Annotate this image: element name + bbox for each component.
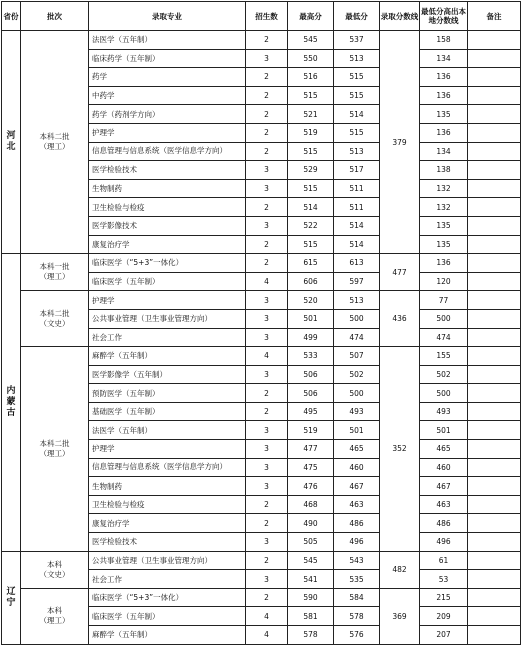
note-cell [468, 384, 521, 403]
above-line-cell: 155 [420, 347, 468, 366]
max-score-cell: 581 [288, 607, 334, 626]
major-cell: 公共事业管理（卫生事业管理方向） [89, 551, 246, 570]
min-score-cell: 584 [334, 588, 380, 607]
note-cell [468, 161, 521, 180]
major-cell: 公共事业管理（卫生事业管理方向） [89, 309, 246, 328]
major-cell: 康复治疗学 [89, 235, 246, 254]
major-cell: 临床医学（五年制） [89, 272, 246, 291]
plan-count-cell: 3 [246, 570, 288, 589]
note-cell [468, 235, 521, 254]
plan-count-cell: 3 [246, 440, 288, 459]
major-cell: 临床医学（“5+3”一体化） [89, 588, 246, 607]
plan-count-cell: 3 [246, 216, 288, 235]
note-cell [468, 440, 521, 459]
batch-cell [21, 31, 89, 254]
max-score-cell: 506 [288, 365, 334, 384]
min-score-cell: 511 [334, 179, 380, 198]
plan-count-cell: 3 [246, 533, 288, 552]
above-line-cell: 135 [420, 235, 468, 254]
note-cell [468, 198, 521, 217]
batch-label: 本科 （理工） [39, 606, 70, 626]
min-score-cell: 513 [334, 49, 380, 68]
above-line-cell: 135 [420, 216, 468, 235]
above-line-cell: 120 [420, 272, 468, 291]
above-line-cell: 132 [420, 179, 468, 198]
control-line-cell: 352 [380, 347, 420, 552]
major-cell: 护理学 [89, 291, 246, 310]
control-line-cell: 436 [380, 291, 420, 347]
major-cell: 护理学 [89, 123, 246, 142]
min-score-cell: 576 [334, 626, 380, 645]
above-line-cell: 53 [420, 570, 468, 589]
major-cell: 生物制药 [89, 179, 246, 198]
table-row [2, 347, 521, 366]
note-cell [468, 626, 521, 645]
plan-count-cell: 2 [246, 105, 288, 124]
admission-table [1, 1, 521, 645]
max-score-cell: 501 [288, 309, 334, 328]
min-score-cell: 543 [334, 551, 380, 570]
min-score-cell: 513 [334, 142, 380, 161]
table-row [2, 291, 521, 310]
above-line-cell: 500 [420, 384, 468, 403]
plan-count-cell: 2 [246, 198, 288, 217]
min-score-cell: 486 [334, 514, 380, 533]
above-line-cell: 215 [420, 588, 468, 607]
min-score-cell: 500 [334, 384, 380, 403]
major-cell: 医学检验技术 [89, 161, 246, 180]
max-score-cell: 515 [288, 235, 334, 254]
note-cell [468, 477, 521, 496]
max-score-cell: 521 [288, 105, 334, 124]
major-cell: 医学影像技术 [89, 216, 246, 235]
note-cell [468, 495, 521, 514]
above-line-cell: 465 [420, 440, 468, 459]
major-cell: 药学 [89, 68, 246, 87]
max-score-cell: 495 [288, 402, 334, 421]
plan-count-cell: 2 [246, 68, 288, 87]
note-cell [468, 347, 521, 366]
min-score-cell: 500 [334, 309, 380, 328]
plan-count-cell: 3 [246, 309, 288, 328]
max-score-cell: 545 [288, 31, 334, 50]
major-cell: 法医学（五年制） [89, 31, 246, 50]
plan-count-cell: 4 [246, 626, 288, 645]
control-line-cell: 482 [380, 551, 420, 588]
above-line-cell: 209 [420, 607, 468, 626]
min-score-cell: 535 [334, 570, 380, 589]
plan-count-cell: 2 [246, 495, 288, 514]
max-score-cell: 516 [288, 68, 334, 87]
header-major: 录取专业 [89, 2, 246, 31]
table-row [2, 254, 521, 273]
batch-label: 本科二批 （文史） [39, 308, 70, 328]
min-score-cell: 496 [334, 533, 380, 552]
major-cell: 麻醉学（五年制） [89, 626, 246, 645]
plan-count-cell: 2 [246, 384, 288, 403]
province-cell [2, 254, 21, 552]
major-cell: 临床药学（五年制） [89, 49, 246, 68]
note-cell [468, 142, 521, 161]
note-cell [468, 31, 521, 50]
above-line-cell: 502 [420, 365, 468, 384]
batch-label: 本科一批 （理工） [39, 262, 70, 282]
min-score-cell: 511 [334, 198, 380, 217]
max-score-cell: 615 [288, 254, 334, 273]
min-score-cell: 597 [334, 272, 380, 291]
note-cell [468, 86, 521, 105]
batch-label: 本科二批 （理工） [39, 438, 70, 458]
above-line-cell: 474 [420, 328, 468, 347]
note-cell [468, 309, 521, 328]
above-line-cell: 138 [420, 161, 468, 180]
max-score-cell: 545 [288, 551, 334, 570]
header-above-line: 最低分高出本地分数线 [420, 2, 468, 31]
min-score-cell: 514 [334, 216, 380, 235]
plan-count-cell: 4 [246, 347, 288, 366]
min-score-cell: 460 [334, 458, 380, 477]
province-label: 辽 宁 [6, 586, 16, 608]
max-score-cell: 476 [288, 477, 334, 496]
note-cell [468, 328, 521, 347]
above-line-cell: 207 [420, 626, 468, 645]
above-line-cell: 493 [420, 402, 468, 421]
major-cell: 生物制药 [89, 477, 246, 496]
max-score-cell: 477 [288, 440, 334, 459]
above-line-cell: 486 [420, 514, 468, 533]
major-cell: 卫生检验与检疫 [89, 198, 246, 217]
header-control-line: 录取分数线 [380, 2, 420, 31]
min-score-cell: 502 [334, 365, 380, 384]
max-score-cell: 515 [288, 86, 334, 105]
plan-count-cell: 2 [246, 123, 288, 142]
header-batch: 批次 [21, 2, 89, 31]
major-cell: 临床医学（“5+3”一体化） [89, 254, 246, 273]
above-line-cell: 467 [420, 477, 468, 496]
table-body [2, 31, 521, 645]
note-cell [468, 514, 521, 533]
min-score-cell: 517 [334, 161, 380, 180]
header-plan: 招生数 [246, 2, 288, 31]
note-cell [468, 421, 521, 440]
above-line-cell: 135 [420, 105, 468, 124]
note-cell [468, 588, 521, 607]
min-score-cell: 515 [334, 68, 380, 87]
min-score-cell: 578 [334, 607, 380, 626]
major-cell: 医学影像学（五年制） [89, 365, 246, 384]
major-cell: 中药学 [89, 86, 246, 105]
plan-count-cell: 3 [246, 458, 288, 477]
plan-count-cell: 3 [246, 49, 288, 68]
min-score-cell: 515 [334, 123, 380, 142]
max-score-cell: 519 [288, 421, 334, 440]
min-score-cell: 613 [334, 254, 380, 273]
max-score-cell: 533 [288, 347, 334, 366]
max-score-cell: 475 [288, 458, 334, 477]
batch-cell [21, 347, 89, 552]
major-cell: 基础医学（五年制） [89, 402, 246, 421]
above-line-cell: 61 [420, 551, 468, 570]
major-cell: 康复治疗学 [89, 514, 246, 533]
min-score-cell: 514 [334, 105, 380, 124]
min-score-cell: 474 [334, 328, 380, 347]
plan-count-cell: 3 [246, 179, 288, 198]
major-cell: 信息管理与信息系统（医学信息学方向） [89, 458, 246, 477]
above-line-cell: 132 [420, 198, 468, 217]
max-score-cell: 499 [288, 328, 334, 347]
major-cell: 护理学 [89, 440, 246, 459]
above-line-cell: 158 [420, 31, 468, 50]
batch-cell [21, 551, 89, 588]
province-cell [2, 551, 21, 644]
above-line-cell: 134 [420, 49, 468, 68]
above-line-cell: 136 [420, 68, 468, 87]
above-line-cell: 463 [420, 495, 468, 514]
max-score-cell: 515 [288, 179, 334, 198]
plan-count-cell: 2 [246, 254, 288, 273]
max-score-cell: 578 [288, 626, 334, 645]
header-min: 最低分 [334, 2, 380, 31]
max-score-cell: 529 [288, 161, 334, 180]
province-cell [2, 31, 21, 254]
control-line-cell: 369 [380, 588, 420, 644]
batch-cell [21, 588, 89, 644]
note-cell [468, 105, 521, 124]
max-score-cell: 541 [288, 570, 334, 589]
max-score-cell: 590 [288, 588, 334, 607]
plan-count-cell: 2 [246, 235, 288, 254]
major-cell: 社会工作 [89, 570, 246, 589]
min-score-cell: 514 [334, 235, 380, 254]
major-cell: 预防医学（五年制） [89, 384, 246, 403]
plan-count-cell: 3 [246, 421, 288, 440]
above-line-cell: 77 [420, 291, 468, 310]
max-score-cell: 515 [288, 142, 334, 161]
batch-cell [21, 254, 89, 291]
note-cell [468, 123, 521, 142]
min-score-cell: 507 [334, 347, 380, 366]
above-line-cell: 136 [420, 86, 468, 105]
note-cell [468, 570, 521, 589]
plan-count-cell: 2 [246, 551, 288, 570]
max-score-cell: 550 [288, 49, 334, 68]
max-score-cell: 522 [288, 216, 334, 235]
plan-count-cell: 3 [246, 291, 288, 310]
above-line-cell: 136 [420, 254, 468, 273]
note-cell [468, 458, 521, 477]
min-score-cell: 501 [334, 421, 380, 440]
above-line-cell: 134 [420, 142, 468, 161]
note-cell [468, 402, 521, 421]
max-score-cell: 519 [288, 123, 334, 142]
header-province: 省份 [2, 2, 21, 31]
above-line-cell: 460 [420, 458, 468, 477]
batch-label: 本科二批 （理工） [39, 132, 70, 152]
note-cell [468, 365, 521, 384]
plan-count-cell: 3 [246, 365, 288, 384]
major-cell: 麻醉学（五年制） [89, 347, 246, 366]
note-cell [468, 216, 521, 235]
control-line-cell: 379 [380, 31, 420, 254]
above-line-cell: 500 [420, 309, 468, 328]
note-cell [468, 551, 521, 570]
note-cell [468, 254, 521, 273]
major-cell: 卫生检验与检疫 [89, 495, 246, 514]
batch-label: 本科 （文史） [39, 559, 70, 579]
header-max: 最高分 [288, 2, 334, 31]
plan-count-cell: 3 [246, 328, 288, 347]
batch-cell [21, 291, 89, 347]
table-row [2, 551, 521, 570]
min-score-cell: 537 [334, 31, 380, 50]
min-score-cell: 513 [334, 291, 380, 310]
major-cell: 医学检验技术 [89, 533, 246, 552]
min-score-cell: 463 [334, 495, 380, 514]
max-score-cell: 520 [288, 291, 334, 310]
plan-count-cell: 4 [246, 272, 288, 291]
plan-count-cell: 2 [246, 31, 288, 50]
note-cell [468, 49, 521, 68]
plan-count-cell: 3 [246, 477, 288, 496]
plan-count-cell: 2 [246, 588, 288, 607]
above-line-cell: 136 [420, 123, 468, 142]
province-label: 内 蒙 古 [6, 385, 16, 418]
above-line-cell: 496 [420, 533, 468, 552]
plan-count-cell: 2 [246, 86, 288, 105]
plan-count-cell: 3 [246, 161, 288, 180]
plan-count-cell: 2 [246, 142, 288, 161]
major-cell: 信息管理与信息系统（医学信息学方向） [89, 142, 246, 161]
major-cell: 社会工作 [89, 328, 246, 347]
note-cell [468, 272, 521, 291]
plan-count-cell: 2 [246, 402, 288, 421]
above-line-cell: 501 [420, 421, 468, 440]
note-cell [468, 533, 521, 552]
major-cell: 临床医学（五年制） [89, 607, 246, 626]
table-row [2, 31, 521, 50]
note-cell [468, 68, 521, 87]
max-score-cell: 506 [288, 384, 334, 403]
min-score-cell: 493 [334, 402, 380, 421]
note-cell [468, 179, 521, 198]
note-cell [468, 291, 521, 310]
max-score-cell: 606 [288, 272, 334, 291]
min-score-cell: 467 [334, 477, 380, 496]
major-cell: 药学（药剂学方向） [89, 105, 246, 124]
province-label: 河 北 [6, 131, 16, 153]
max-score-cell: 514 [288, 198, 334, 217]
major-cell: 法医学（五年制） [89, 421, 246, 440]
plan-count-cell: 4 [246, 607, 288, 626]
header-note: 备注 [468, 2, 521, 31]
max-score-cell: 505 [288, 533, 334, 552]
min-score-cell: 465 [334, 440, 380, 459]
max-score-cell: 468 [288, 495, 334, 514]
plan-count-cell: 2 [246, 514, 288, 533]
note-cell [468, 607, 521, 626]
max-score-cell: 490 [288, 514, 334, 533]
header-row [2, 2, 521, 31]
min-score-cell: 515 [334, 86, 380, 105]
control-line-cell: 477 [380, 254, 420, 291]
table-row [2, 588, 521, 607]
